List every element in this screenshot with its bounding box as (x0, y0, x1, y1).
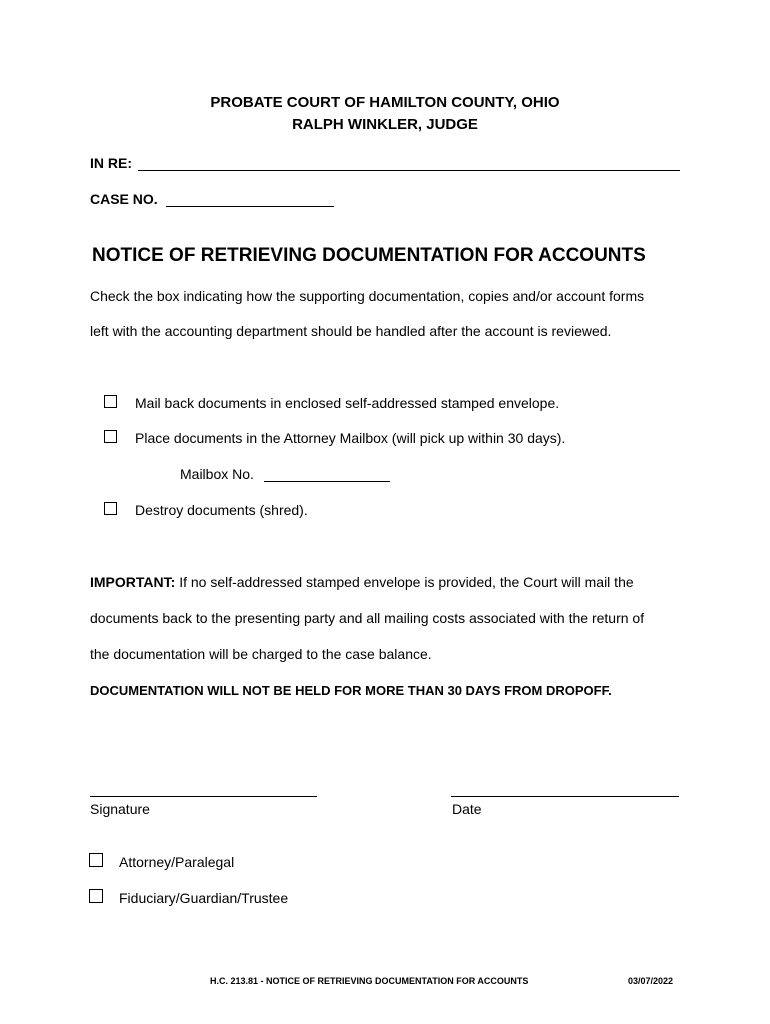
court-name: PROBATE COURT OF HAMILTON COUNTY, OHIO (210, 94, 560, 111)
fiduciary-label: Fiduciary/Guardian/Trustee (119, 890, 289, 906)
important-line-1 (90, 574, 634, 590)
destroy-checkbox[interactable] (104, 502, 117, 515)
attorney-mailbox-checkbox[interactable] (104, 430, 117, 443)
signature-field[interactable] (90, 796, 317, 797)
in-re-label: IN RE: (90, 155, 132, 171)
mailbox-no-label: Mailbox No. (180, 466, 254, 482)
destroy-label: Destroy documents (shred). (135, 502, 308, 518)
revision-date: 03/07/2022 (628, 976, 674, 986)
in-re-field[interactable] (138, 170, 680, 171)
important-line-3: the documentation will be charged to the case balance. (90, 646, 432, 662)
mailbox-no-field[interactable] (264, 481, 390, 482)
attorney-checkbox[interactable] (89, 853, 103, 867)
attorney-label: Attorney/Paralegal (119, 854, 235, 870)
date-label: Date (452, 801, 482, 817)
important-text-1: If no self-addressed stamped envelope is provided, the Court will mail the (179, 574, 634, 590)
attorney-mailbox-label: Place documents in the Attorney Mailbox (will pick up within 30 days). (135, 430, 566, 446)
mail-back-label: Mail back documents in enclosed self-addressed stamped envelope. (135, 395, 560, 411)
notice-title: NOTICE OF RETRIEVING DOCUMENTATION FOR ACCOUNTS (92, 245, 646, 266)
intro-line-1: Check the box indicating how the supporting documentation, copies and/or account forms (90, 288, 645, 304)
signature-label: Signature (90, 801, 150, 817)
mail-back-checkbox[interactable] (104, 395, 117, 408)
case-no-label: CASE NO. (90, 191, 158, 207)
dropoff-warning: DOCUMENTATION WILL NOT BE HELD FOR MORE THAN 30 DAYS FROM DROPOFF. (90, 683, 612, 698)
date-field[interactable] (451, 796, 679, 797)
fiduciary-checkbox[interactable] (89, 889, 103, 903)
intro-line-2: left with the accounting department should be handled after the account is reviewed. (90, 323, 612, 339)
important-line-2: documents back to the presenting party and all mailing costs associated with the return of (90, 610, 645, 626)
important-label: IMPORTANT: (90, 574, 176, 590)
form-id: H.C. 213.81 - NOTICE OF RETRIEVING DOCUMENTATION FOR ACCOUNTS (210, 976, 529, 986)
case-no-field[interactable] (166, 206, 334, 207)
judge-name: RALPH WINKLER, JUDGE (292, 116, 478, 133)
